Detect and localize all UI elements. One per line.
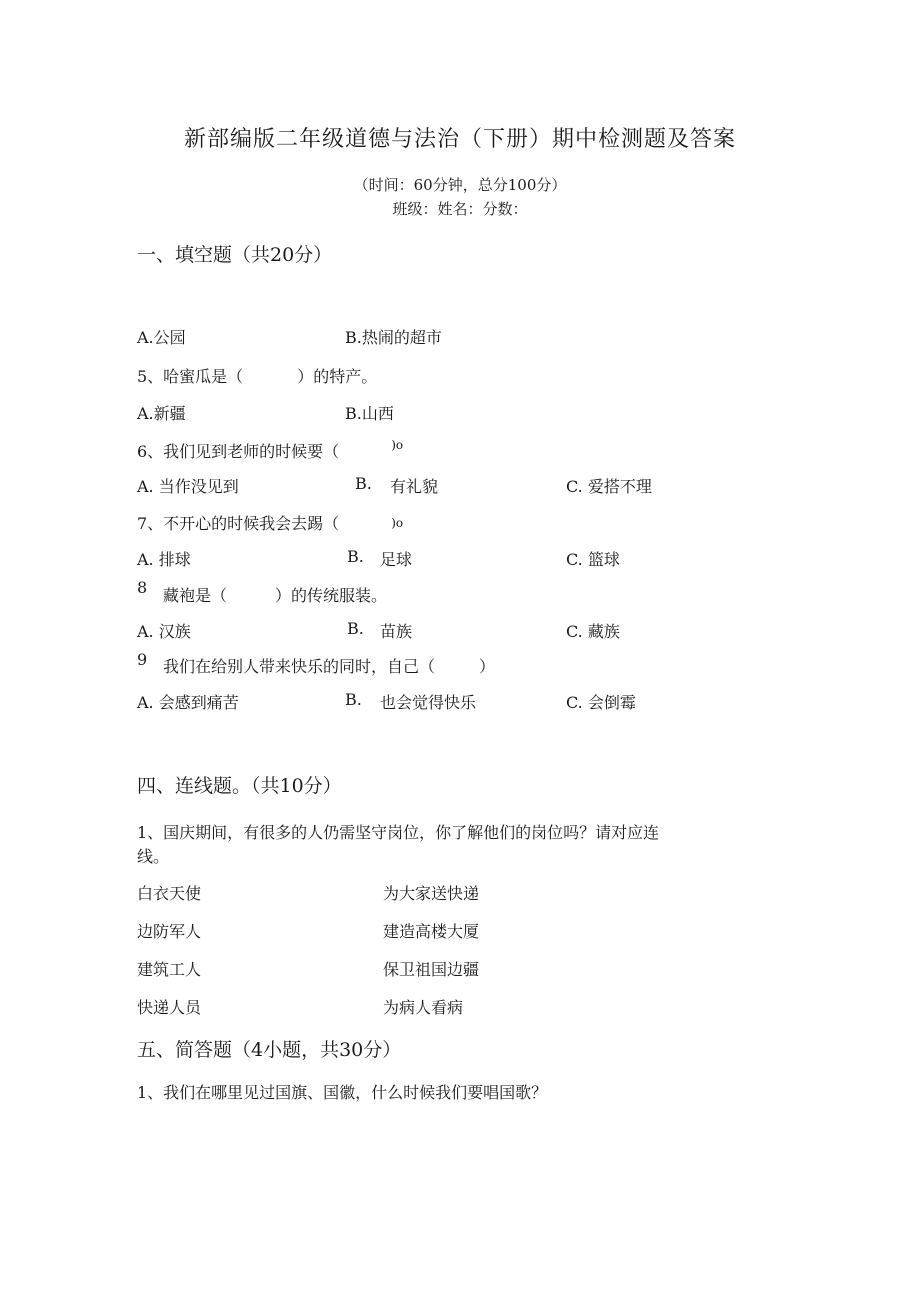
q6-option-b-letter: B. [355,474,372,493]
exam-time-info: （时间：60分钟，总分100分） [353,176,567,194]
q7-option-c: C. 篮球 [566,550,620,569]
q8-option-b-letter: B. [347,619,364,638]
student-info-line: 班级：姓名：分数： [392,200,528,218]
question-5-prefix: 5、哈蜜瓜是（ [137,367,244,386]
question-7-mark: )o [391,516,404,530]
q9-option-a: A. 会感到痛苦 [137,693,239,712]
question-8-text: 藏袍是（ [163,586,228,605]
page-title: 新部编版二年级道德与法治（下册）期中检测题及答案 [183,127,736,152]
q8-option-a: A. 汉族 [137,622,191,641]
q9-option-b-text: 也会觉得快乐 [380,693,477,712]
question-6-prefix: 6、我们见到老师的时候要（ [137,442,340,461]
section-heading-short-answer: 五、简答题（4小题，共30分） [137,1039,402,1061]
question-9 [163,654,495,677]
matching-left-item: 建筑工人 [137,960,202,979]
q4-option-a: A.公园 [137,328,186,347]
q7-option-a: A. 排球 [137,550,191,569]
q6-option-b-text: 有礼貌 [390,477,439,496]
q9-option-c: C. 会倒霉 [566,693,636,712]
q6-option-c: C. 爱搭不理 [566,477,652,496]
q5-option-b: B.山西 [345,404,394,423]
question-8-number: 8 [137,578,148,597]
q4-option-b: B.热闹的超市 [345,328,442,347]
q5-option-a: A.新疆 [137,404,186,423]
matching-right-item: 建造高楼大厦 [383,922,480,941]
matching-left-item: 快递人员 [137,998,202,1017]
q6-option-a: A. 当作没见到 [137,477,239,496]
section-heading-matching: 四、连线题。（共10分） [137,775,342,797]
question-5 [137,364,377,387]
question-6 [137,439,403,462]
question-8-suffix: ）的传统服装。 [275,586,388,605]
question-7 [137,511,403,534]
matching-question-line1: 1、国庆期间，有很多的人仍需坚守岗位，你了解他们的岗位吗？请对应连 [137,823,660,842]
question-6-mark: )o [391,438,404,452]
question-5-suffix: ）的特产。 [297,367,378,386]
q8-option-b-text: 苗族 [380,622,413,641]
q9-option-b-letter: B. [345,690,362,709]
matching-right-item: 为病人看病 [383,998,464,1017]
q7-option-b-text: 足球 [380,550,413,569]
question-9-number: 9 [137,650,148,669]
matching-right-item: 为大家送快递 [383,884,480,903]
section-heading-fill-blank: 一、填空题（共20分） [137,244,333,266]
question-9-text: 我们在给别人带来快乐的同时，自己（ [163,657,436,676]
matching-right-item: 保卫祖国边疆 [383,960,480,979]
short-answer-question-1: 1、我们在哪里见过国旗、国徽，什么时候我们要唱国歌？ [137,1083,548,1102]
q7-option-b-letter: B. [347,547,364,566]
matching-left-item: 白衣天使 [137,884,202,903]
question-7-prefix: 7、不开心的时候我会去踢（ [137,514,340,533]
q8-option-c: C. 藏族 [566,622,620,641]
question-8 [163,583,387,606]
matching-question-line2: 线。 [137,847,170,866]
matching-left-item: 边防军人 [137,922,202,941]
question-9-suffix: ） [479,657,496,676]
